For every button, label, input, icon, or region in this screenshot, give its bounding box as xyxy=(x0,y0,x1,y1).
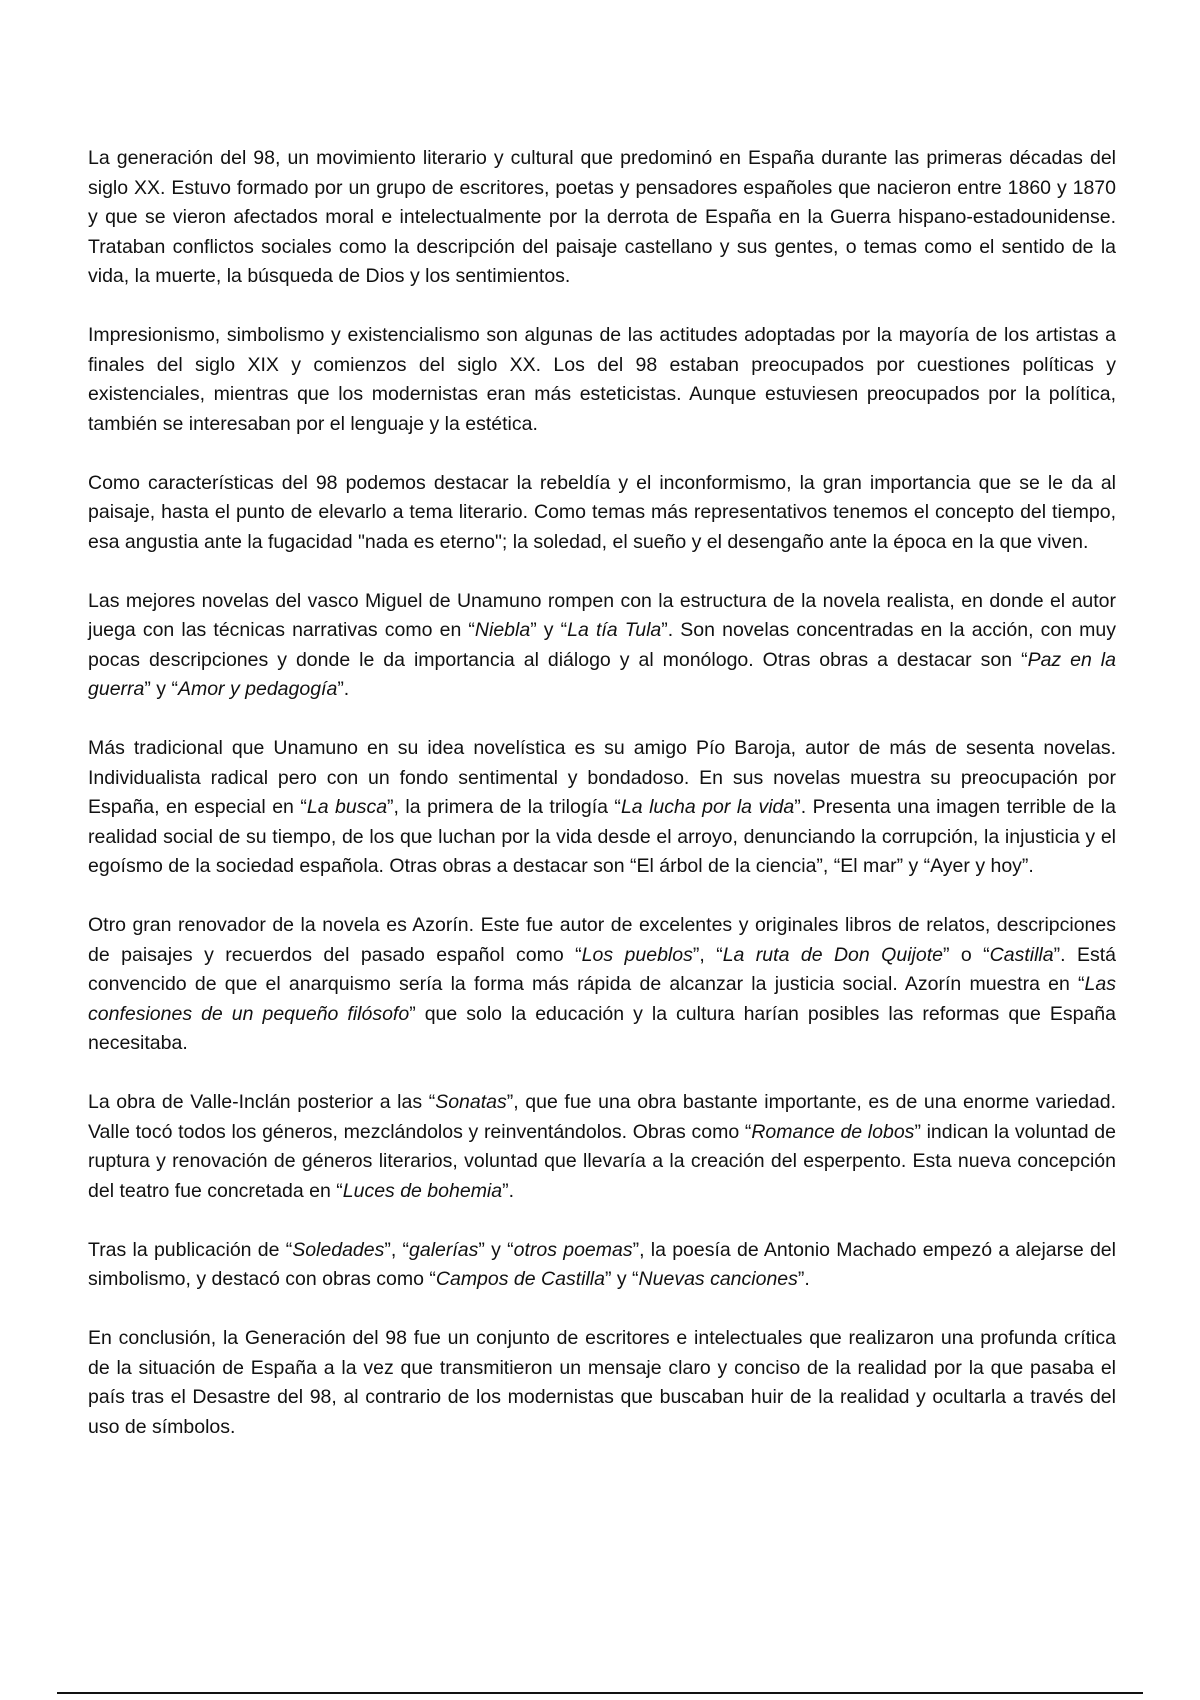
italic-title-run: Castilla xyxy=(989,943,1054,966)
text-run: ” y “ xyxy=(144,678,178,700)
paragraph-1 xyxy=(88,144,1116,292)
paragraph-9 xyxy=(88,1324,1116,1442)
text-run: ”. xyxy=(502,1179,515,1202)
italic-title-run: Sonatas xyxy=(435,1091,507,1113)
italic-title-run: Luces de bohemia xyxy=(342,1179,503,1202)
italic-title-run: La lucha por la vida xyxy=(620,796,795,818)
italic-title-run: Paz en la guerra xyxy=(88,648,1116,700)
text-run: Como características del 98 podemos destacar la rebeldía y el inconformismo, la gran importancia que se le da al paisaje, hasta el punto de elevarlo a tema literario. Como temas más representativos tenemos el concepto del tiempo, esa angustia ante la fugacidad "nada es eterno"; la soledad, el sueño y el desengaño ante la época en la que viven. xyxy=(88,471,1116,553)
italic-title-run: Nuevas canciones xyxy=(638,1268,798,1290)
text-run: ”, la poesía de Antonio Machado empezó a alejarse del simbolismo, y destacó con obras como “ xyxy=(88,1238,1116,1290)
footer-rule xyxy=(57,1692,1143,1694)
italic-title-run: Los pueblos xyxy=(581,943,693,966)
text-run: ”, que fue una obra bastante importante, es de una enorme variedad. Valle tocó todos los géneros, mezclándolos y reinventándolos. Obras como “ xyxy=(88,1091,1116,1143)
text-run: ” y “ xyxy=(530,619,568,641)
text-run: Tras la publicación de “ xyxy=(88,1238,293,1261)
italic-title-run: La tía Tula xyxy=(567,619,662,641)
text-run: ” y “ xyxy=(604,1268,639,1290)
text-run: ”. Está convencido de que el anarquismo sería la forma más rápida de alcanzar la justicia social. Azorín muestra en “ xyxy=(88,943,1116,995)
text-run: En conclusión, la Generación del 98 fue un conjunto de escritores e intelectuales que realizaron una profunda crítica de la situación de España a la vez que transmitieron un mensaje claro y conciso de la realidad por la que pasaba el país tras el Desastre del 98, al contrario de los modernistas que buscaban huir de la realidad y ocultarla a través del uso de símbolos. xyxy=(88,1327,1116,1438)
text-run: La generación del 98, un movimiento literario y cultural que predominó en España durante las primeras décadas del siglo XX. Estuvo formado por un grupo de escritores, poetas y pensadores españoles que nacieron entre 1860 y 1870 y que se vieron afectados moral e intelectualmente por la derrota de España en la Guerra hispano-estadounidense. Trataban conflictos sociales como la descripción del paisaje castellano y sus gentes, o temas como el sentido de la vida, la muerte, la búsqueda de Dios y los sentimientos. xyxy=(88,147,1116,287)
paragraph-6 xyxy=(88,911,1116,1059)
text-run: ”. Presenta una imagen terrible de la realidad social de su tiempo, de los que luchan por la vida desde el arroyo, denunciando la corrupción, la injusticia y el egoísmo de la sociedad española. Otras obras a destacar son “El árbol de la ciencia”, “El mar” y “Ayer y hoy”. xyxy=(88,796,1116,877)
italic-title-run: La ruta de Don Quijote xyxy=(722,943,943,966)
text-run: La obra de Valle-Inclán posterior a las “ xyxy=(88,1091,436,1113)
italic-title-run: Las confesiones de un pequeño filósofo xyxy=(88,973,1116,1025)
italic-title-run: Amor y pedagogía xyxy=(177,678,338,700)
italic-title-run: Campos de Castilla xyxy=(435,1268,605,1290)
text-run: ”. xyxy=(797,1268,810,1290)
text-run: ”, “ xyxy=(692,943,723,966)
italic-title-run: otros poemas xyxy=(513,1238,633,1261)
italic-title-run: Niebla xyxy=(474,619,531,641)
paragraph-5 xyxy=(88,734,1116,882)
italic-title-run: galerías xyxy=(409,1238,479,1261)
text-run: ”. xyxy=(337,678,350,700)
text-run: Más tradicional que Unamuno en su idea novelística es su amigo Pío Baroja, autor de más de sesenta novelas. Individualista radical pero con un fondo sentimental y bondadoso. En sus novelas muestra su preocupación por España, en especial en “ xyxy=(88,737,1116,818)
paragraph-3 xyxy=(88,469,1116,558)
italic-title-run: Soledades xyxy=(292,1238,385,1261)
paragraph-2 xyxy=(88,321,1116,439)
document-body xyxy=(88,144,1116,1472)
text-run: ” indican la voluntad de ruptura y renovación de géneros literarios, voluntad que llevaría a la creación del esperpento. Esta nueva concepción del teatro fue concretada en “ xyxy=(88,1120,1116,1202)
text-run: ” que solo la educación y la cultura harían posibles las reformas que España necesitaba. xyxy=(88,1002,1116,1054)
italic-title-run: La busca xyxy=(306,796,388,818)
text-run: ”. Son novelas concentradas en la acción, con muy pocas descripciones y donde le da importancia al diálogo y al monólogo. Otras obras a destacar son “ xyxy=(88,619,1117,671)
text-run: Impresionismo, simbolismo y existencialismo son algunas de las actitudes adoptadas por la mayoría de los artistas a finales del siglo XIX y comienzos del siglo XX. Los del 98 estaban preocupados por cuestiones políticas y existenciales, mientras que los modernistas eran más esteticistas. Aunque estuviesen preocupados por la política, también se interesaban por el lenguaje y la estética. xyxy=(88,324,1116,435)
paragraph-8 xyxy=(88,1236,1116,1295)
italic-title-run: Romance de lobos xyxy=(751,1120,915,1143)
text-run: ”, la primera de la trilogía “ xyxy=(387,796,621,818)
paragraph-4 xyxy=(88,587,1116,705)
text-run: ” o “ xyxy=(942,943,990,966)
text-run: Otro gran renovador de la novela es Azorín. Este fue autor de excelentes y originales libros de relatos, descripciones de paisajes y recuerdos del pasado español como “ xyxy=(88,914,1116,966)
text-run: Las mejores novelas del vasco Miguel de Unamuno rompen con la estructura de la novela realista, en donde el autor juega con las técnicas narrativas como en “ xyxy=(88,589,1116,641)
paragraph-7 xyxy=(88,1088,1116,1206)
text-run: ”, “ xyxy=(384,1238,410,1261)
text-run: ” y “ xyxy=(478,1238,514,1261)
